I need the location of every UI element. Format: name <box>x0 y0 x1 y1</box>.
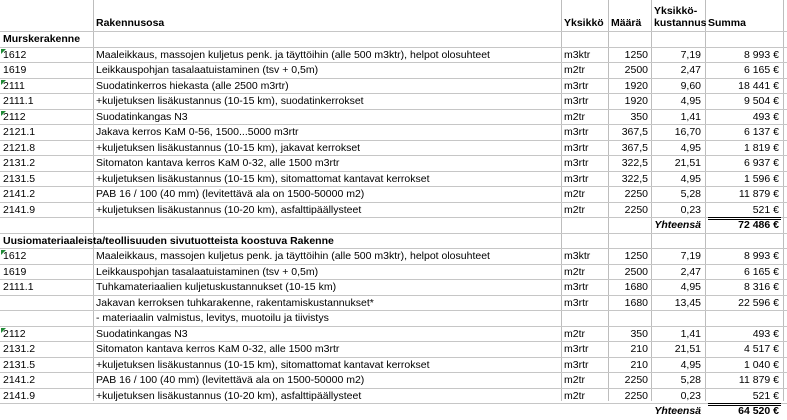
cell-sum[interactable]: 64 520 € <box>738 405 779 417</box>
table-row <box>0 341 787 358</box>
cell-unit[interactable]: m2tr <box>564 203 585 216</box>
total-underline <box>708 219 781 220</box>
cell-price[interactable]: 2,47 <box>680 64 701 76</box>
cell-qty[interactable]: 210 <box>630 343 648 355</box>
cell-qty[interactable]: 1250 <box>624 48 648 61</box>
cell-desc[interactable]: Jakavan kerroksen tuhkarakenne, rakentamiskustannukset* <box>96 296 374 309</box>
cell-sum[interactable]: 493 € <box>752 110 779 123</box>
cell-price[interactable]: 5,28 <box>680 188 701 200</box>
cell-price[interactable]: 7,19 <box>680 48 701 61</box>
table-row <box>0 62 787 79</box>
cell-code[interactable]: 1619 <box>3 64 27 76</box>
cell-code[interactable]: 2111.1 <box>3 281 34 293</box>
header-summa[interactable]: Summa <box>708 17 746 29</box>
cell-price[interactable]: 2,47 <box>680 265 701 278</box>
cell-unit[interactable]: m2tr <box>564 110 585 123</box>
cell-desc[interactable]: +kuljetuksen lisäkustannus (10-20 km), asfalttipäällysteet <box>96 389 362 402</box>
cell-unit[interactable]: m3rtr <box>564 157 589 169</box>
cell-code[interactable]: 1612 <box>3 48 27 61</box>
cell-sum[interactable]: 9 504 € <box>743 95 779 107</box>
cell-desc[interactable]: +kuljetuksen lisäkustannus (10-20 km), asfalttipäällysteet <box>96 203 362 216</box>
table-row <box>0 155 787 172</box>
section-title[interactable]: Murskerakenne <box>3 33 81 45</box>
cell-sum[interactable]: 11 879 € <box>738 188 779 200</box>
cell-code[interactable]: 1619 <box>3 265 27 278</box>
cell-sum[interactable]: 521 € <box>752 389 779 402</box>
table-row <box>0 47 787 64</box>
cell-price[interactable]: Yhteensä <box>654 405 701 417</box>
cell-price[interactable]: 4,95 <box>680 95 701 107</box>
table-row <box>0 248 787 265</box>
cell-code[interactable]: 2111 <box>3 79 25 92</box>
table-row <box>0 93 787 110</box>
cell-qty[interactable]: 367,5 <box>621 126 648 138</box>
cell-price[interactable]: 4,95 <box>680 281 701 293</box>
table-row <box>0 78 787 95</box>
cell-unit[interactable]: m3rtr <box>564 296 589 309</box>
cell-code[interactable]: 2121.8 <box>3 141 36 154</box>
table-row <box>0 140 787 157</box>
total-row <box>0 403 787 420</box>
cell-price[interactable]: 4,95 <box>680 358 701 371</box>
total-row <box>0 217 787 234</box>
cell-desc[interactable]: Maaleikkaus, massojen kuljetus penk. ja täyttöihin (alle 500 m3ktr), helpot olosuhteet <box>96 48 490 61</box>
cell-price[interactable]: 4,95 <box>680 172 701 185</box>
cell-qty[interactable]: 1680 <box>624 296 648 309</box>
cell-desc[interactable]: Leikkauspohjan tasalaatuistaminen (tsv + 0,5m) <box>96 265 319 278</box>
cell-desc[interactable]: Suodatinkangas N3 <box>96 110 188 123</box>
section-title[interactable]: Uusiomateriaaleista/teollisuuden sivutuotteista koostuva Rakenne <box>3 234 334 247</box>
cell-unit[interactable]: m3rtr <box>564 79 589 92</box>
cell-price[interactable]: 21,51 <box>674 343 701 355</box>
cell-unit[interactable]: m2tr <box>564 374 585 386</box>
table-row <box>0 295 787 312</box>
cell-sum[interactable]: 18 441 € <box>738 79 779 92</box>
cell-qty[interactable]: 2250 <box>624 188 648 200</box>
header-maara[interactable]: Määrä <box>611 17 642 29</box>
cell-desc[interactable]: Suodatinkerros hiekasta (alle 2500 m3rtr) <box>96 79 289 92</box>
cell-unit[interactable]: m3rtr <box>564 126 589 138</box>
table-row <box>0 202 787 219</box>
cell-desc[interactable]: Maaleikkaus, massojen kuljetus penk. ja täyttöihin (alle 500 m3ktr), helpot olosuhteet <box>96 250 490 262</box>
cell-unit[interactable]: m3rtr <box>564 141 589 154</box>
cell-qty[interactable]: 2250 <box>624 389 648 402</box>
cell-price[interactable]: 4,95 <box>680 141 701 154</box>
header-kustannus-line2[interactable]: kustannus <box>654 17 707 29</box>
cell-unit[interactable]: m3rtr <box>564 358 589 371</box>
cell-price[interactable]: 13,45 <box>674 296 701 309</box>
table-row <box>0 372 787 389</box>
cell-desc[interactable]: +kuljetuksen lisäkustannus (10-15 km), sitomattomat kantavat kerrokset <box>96 358 430 371</box>
table-row <box>0 326 787 343</box>
cell-unit[interactable]: m3rtr <box>564 281 589 293</box>
cell-qty[interactable]: 1920 <box>624 95 648 107</box>
cell-unit[interactable]: m3ktr <box>564 250 591 262</box>
cell-price[interactable]: 16,70 <box>674 126 701 138</box>
header-yksikko[interactable]: Yksikkö <box>564 17 604 29</box>
cell-unit[interactable]: m3ktr <box>564 48 591 61</box>
cell-sum[interactable]: 6 937 € <box>743 157 779 169</box>
table-row <box>0 124 787 141</box>
cell-qty[interactable]: 322,5 <box>621 157 648 169</box>
table-row <box>0 279 787 296</box>
cell-unit[interactable]: m3rtr <box>564 343 589 355</box>
cell-desc[interactable]: Tuhkamateriaalien kuljetuskustannukset (10-15 km) <box>96 281 337 293</box>
cell-code[interactable]: 2121.1 <box>3 126 36 138</box>
cell-desc[interactable]: Sitomaton kantava kerros KaM 0-32, alle 1500 m3rtr <box>96 157 340 169</box>
cell-sum[interactable]: 8 993 € <box>743 48 779 61</box>
cell-desc[interactable]: Jakava kerros KaM 0-56, 1500...5000 m3rtr <box>96 126 299 138</box>
cell-qty[interactable]: 322,5 <box>621 172 648 185</box>
cell-sum[interactable]: 8 993 € <box>743 250 779 262</box>
table-row <box>0 171 787 188</box>
cell-code[interactable]: 2131.2 <box>3 343 36 355</box>
header-rakennusosa[interactable]: Rakennusosa <box>96 17 165 29</box>
cell-sum[interactable]: 72 486 € <box>738 219 779 231</box>
cell-desc[interactable]: PAB 16 / 100 (40 mm) (levitettävä ala on 1500-50000 m2) <box>96 188 365 200</box>
table-row <box>0 388 787 405</box>
cell-sum[interactable]: 521 € <box>752 203 779 216</box>
table-row <box>0 310 787 327</box>
table-row <box>0 109 787 126</box>
cell-sum[interactable]: 1 596 € <box>743 172 779 185</box>
cell-desc[interactable]: +kuljetuksen lisäkustannus (10-15 km), sitomattomat kantavat kerrokset <box>96 172 430 185</box>
table-row <box>0 186 787 203</box>
cell-unit[interactable]: m3rtr <box>564 172 589 185</box>
total-underline <box>708 405 781 406</box>
cell-price[interactable]: 1,41 <box>680 110 701 123</box>
section-title-row <box>0 31 787 48</box>
cell-desc[interactable]: Sitomaton kantava kerros KaM 0-32, alle 1500 m3rtr <box>96 343 340 355</box>
cell-sum[interactable]: 6 137 € <box>743 126 779 138</box>
cell-qty[interactable]: 367,5 <box>621 141 648 154</box>
cell-price[interactable]: 0,23 <box>680 203 701 216</box>
cell-price[interactable]: 9,60 <box>680 79 701 92</box>
cell-sum[interactable]: 8 316 € <box>743 281 779 293</box>
cell-unit[interactable]: m2tr <box>564 327 585 340</box>
cell-desc[interactable]: PAB 16 / 100 (40 mm) (levitettävä ala on 1500-50000 m2) <box>96 374 365 386</box>
cell-desc[interactable]: Leikkauspohjan tasalaatuistaminen (tsv + 0,5m) <box>96 64 319 76</box>
cell-price[interactable]: 7,19 <box>680 250 701 262</box>
cell-code[interactable]: 2111.1 <box>3 95 34 107</box>
cell-sum[interactable]: 1 040 € <box>743 358 779 371</box>
cell-code[interactable]: 2141.2 <box>3 188 36 200</box>
cell-price[interactable]: 0,23 <box>680 389 701 402</box>
cell-price[interactable]: Yhteensä <box>654 219 701 231</box>
cell-code[interactable]: 2141.2 <box>3 374 36 386</box>
cell-qty[interactable]: 1680 <box>624 281 648 293</box>
cell-code[interactable]: 2131.2 <box>3 157 36 169</box>
cell-code[interactable]: 2131.5 <box>3 172 36 185</box>
cell-qty[interactable]: 1920 <box>624 79 648 92</box>
table-row <box>0 264 787 281</box>
table-row <box>0 357 787 374</box>
cell-code[interactable]: 2112 <box>3 327 26 340</box>
cell-code[interactable]: 2112 <box>3 110 26 123</box>
cell-price[interactable]: 21,51 <box>674 157 701 169</box>
cell-sum[interactable]: 6 165 € <box>743 64 779 76</box>
cell-sum[interactable]: 22 596 € <box>738 296 779 309</box>
cell-unit[interactable]: m2tr <box>564 265 585 278</box>
cell-qty[interactable]: 350 <box>630 110 648 123</box>
cell-sum[interactable]: 493 € <box>752 327 779 340</box>
cell-code[interactable]: 1612 <box>3 250 27 262</box>
cell-code[interactable]: 2131.5 <box>3 358 36 371</box>
cell-qty[interactable]: 210 <box>630 358 648 371</box>
cell-sum[interactable]: 4 517 € <box>743 343 779 355</box>
cell-qty[interactable]: 1250 <box>624 250 648 262</box>
cell-desc[interactable]: Suodatinkangas N3 <box>96 327 188 340</box>
total-underline <box>708 403 781 404</box>
cell-desc[interactable]: +kuljetuksen lisäkustannus (10-15 km), jakavat kerrokset <box>96 141 361 154</box>
cell-sum[interactable]: 6 165 € <box>743 265 779 278</box>
cell-sum[interactable]: 11 879 € <box>738 374 779 386</box>
cell-unit[interactable]: m3rtr <box>564 95 589 107</box>
total-underline <box>708 217 781 218</box>
cell-price[interactable]: 1,41 <box>680 327 701 340</box>
header-kustannus-line1[interactable]: Yksikkö- <box>654 5 698 17</box>
cell-qty[interactable]: 2250 <box>624 203 648 216</box>
cell-qty[interactable]: 2500 <box>624 265 648 278</box>
cell-unit[interactable]: m2tr <box>564 389 585 402</box>
cell-qty[interactable]: 2250 <box>624 374 648 386</box>
cell-qty[interactable]: 2500 <box>624 64 648 76</box>
cell-desc[interactable]: - materiaalin valmistus, levitys, muotoilu ja tiivistys <box>96 312 329 324</box>
cell-price[interactable]: 5,28 <box>680 374 701 386</box>
cell-qty[interactable]: 350 <box>630 327 648 340</box>
cell-sum[interactable]: 1 819 € <box>743 141 779 154</box>
cell-desc[interactable]: +kuljetuksen lisäkustannus (10-15 km), suodatinkerrokset <box>96 95 364 107</box>
cell-code[interactable]: 2141.9 <box>3 389 36 402</box>
cell-unit[interactable]: m2tr <box>564 64 585 76</box>
cell-code[interactable]: 2141.9 <box>3 203 36 216</box>
section-title-row <box>0 233 787 250</box>
cell-unit[interactable]: m2tr <box>564 188 585 200</box>
